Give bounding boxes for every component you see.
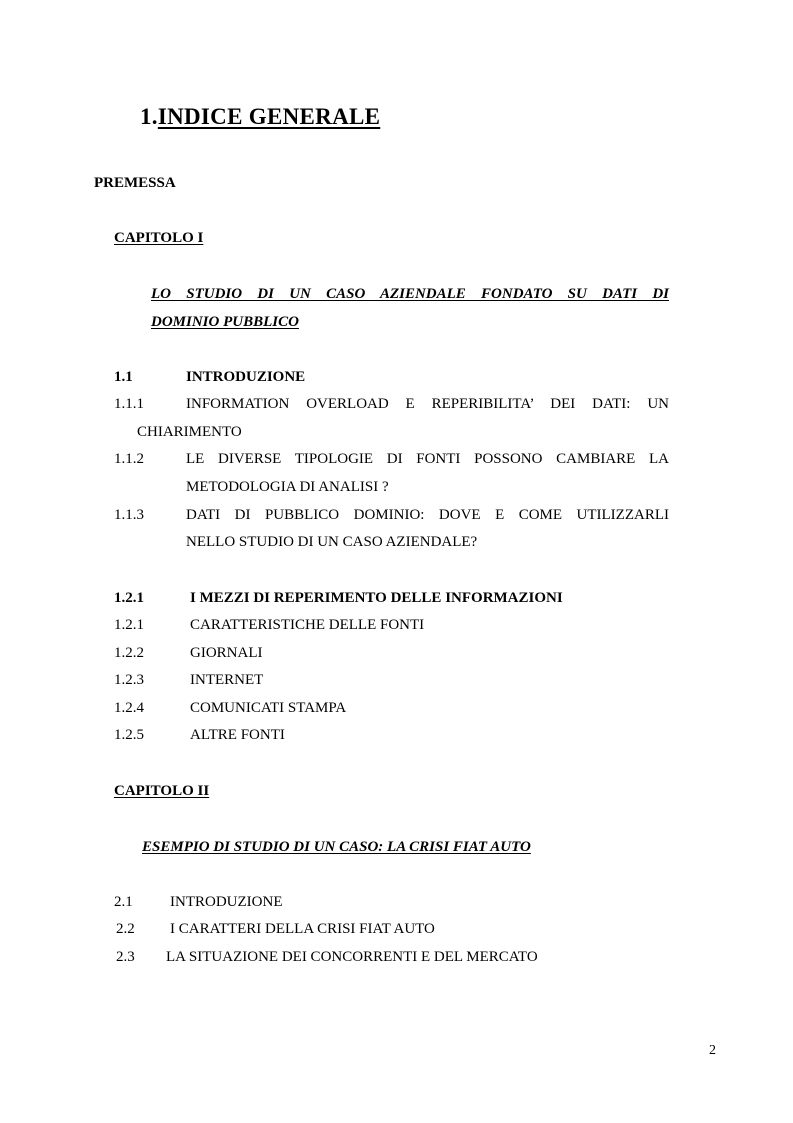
toc-entry-number: 1.2.5 (114, 727, 144, 743)
toc-entry-text: CARATTERISTICHE DELLE FONTI (190, 617, 425, 633)
toc-entry-text: INTRODUZIONE (186, 369, 306, 385)
chapter-2-subtitle: ESEMPIO DI STUDIO DI UN CASO: LA CRISI FIAT AUTO (142, 839, 531, 855)
toc-entry-number: 1.1.1 (114, 396, 144, 412)
premessa-heading: PREMESSA (94, 175, 176, 191)
toc-entry-text: I CARATTERI DELLA CRISI FIAT AUTO (170, 921, 435, 937)
toc-entry-text-line1: INFORMATION OVERLOAD E REPERIBILITA’ DEI DATI: UN (186, 396, 669, 412)
chapter-1-label: CAPITOLO I (114, 230, 204, 246)
toc-entry-number: 1.1 (114, 369, 133, 385)
toc-entry-number: 1.2.1 (114, 590, 144, 606)
toc-entry-text: INTRODUZIONE (170, 894, 283, 910)
toc-entry-text: I MEZZI DI REPERIMENTO DELLE INFORMAZIONI (190, 590, 563, 606)
toc-entry-number: 2.1 (114, 894, 133, 910)
page-number: 2 (709, 1043, 716, 1058)
toc-entry-number: 1.1.3 (114, 507, 144, 523)
toc-entry-text-line2: METODOLOGIA DI ANALISI ? (186, 479, 389, 495)
toc-entry-text-line1: DATI DI PUBBLICO DOMINIO: DOVE E COME UTILIZZARLI (186, 507, 669, 523)
toc-entry-text: GIORNALI (190, 645, 263, 661)
toc-entry-number: 1.2.4 (114, 700, 144, 716)
toc-entry-text: INTERNET (190, 672, 264, 688)
toc-entry-number: 1.1.2 (114, 451, 144, 467)
toc-entry-text-line2: NELLO STUDIO DI UN CASO AZIENDALE? (186, 534, 478, 550)
toc-entry-number: 1.2.2 (114, 645, 144, 661)
toc-entry-text: ALTRE FONTI (190, 727, 285, 743)
page-title (140, 104, 380, 130)
toc-entry-number: 1.2.3 (114, 672, 144, 688)
toc-entry-number: 1.2.1 (114, 617, 144, 633)
toc-entry-number: 2.2 (116, 921, 135, 937)
title-number: 1. (140, 104, 158, 129)
toc-entry-text: COMUNICATI STAMPA (190, 700, 347, 716)
toc-entry-number: 2.3 (116, 949, 135, 965)
toc-entry-text-line2: CHIARIMENTO (137, 424, 242, 440)
chapter-2-label: CAPITOLO II (114, 783, 210, 799)
chapter-1-subtitle-line2: DOMINIO PUBBLICO (151, 314, 299, 330)
toc-entry-text-line1: LE DIVERSE TIPOLOGIE DI FONTI POSSONO CAMBIARE LA (186, 451, 669, 467)
toc-entry-text: LA SITUAZIONE DEI CONCORRENTI E DEL MERCATO (166, 949, 538, 965)
chapter-1-subtitle-line1: LO STUDIO DI UN CASO AZIENDALE FONDATO SU DATI DI (151, 286, 669, 302)
title-text: INDICE GENERALE (157, 104, 381, 129)
